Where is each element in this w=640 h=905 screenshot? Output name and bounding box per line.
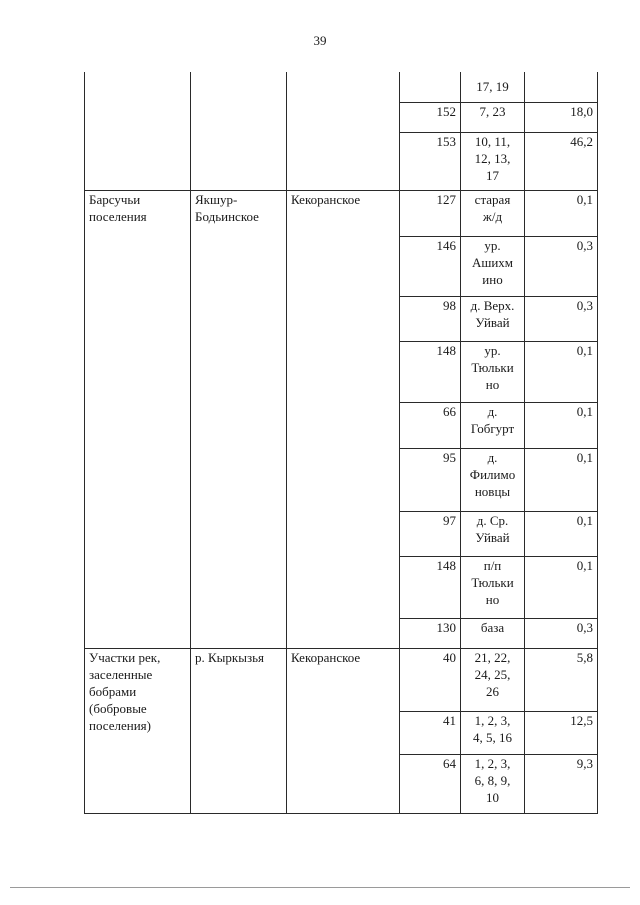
area-cell: 5,8 bbox=[525, 648, 598, 711]
quarter-cell: 98 bbox=[400, 296, 461, 341]
area-cell: 9,3 bbox=[525, 754, 598, 813]
sections-cell: д. Ср. Уйвай bbox=[461, 511, 525, 556]
area-cell: 12,5 bbox=[525, 711, 598, 754]
sections-cell: 17, 19 bbox=[461, 72, 525, 102]
quarter-cell: 153 bbox=[400, 132, 461, 190]
area-cell: 0,3 bbox=[525, 618, 598, 648]
area-cell: 0,1 bbox=[525, 511, 598, 556]
quarter-cell: 95 bbox=[400, 448, 461, 511]
area-cell: 0,3 bbox=[525, 236, 598, 296]
area-cell: 0,1 bbox=[525, 556, 598, 618]
sections-cell: 7, 23 bbox=[461, 102, 525, 132]
sections-cell: 10, 11, 12, 13, 17 bbox=[461, 132, 525, 190]
page-number: 39 bbox=[313, 33, 327, 48]
sections-cell: база bbox=[461, 618, 525, 648]
quarter-cell: 64 bbox=[400, 754, 461, 813]
quarter-cell: 152 bbox=[400, 102, 461, 132]
category-cell bbox=[85, 72, 191, 190]
table-row bbox=[85, 72, 598, 102]
sections-cell: 1, 2, 3, 6, 8, 9, 10 bbox=[461, 754, 525, 813]
quarter-cell: 41 bbox=[400, 711, 461, 754]
sections-cell: ур. Тюльки но bbox=[461, 341, 525, 402]
table-row bbox=[85, 190, 598, 236]
district-cell bbox=[191, 72, 287, 190]
sections-cell: д. Филимо новцы bbox=[461, 448, 525, 511]
sections-cell: ур. Ашихм ино bbox=[461, 236, 525, 296]
quarter-cell: 130 bbox=[400, 618, 461, 648]
sections-cell: 1, 2, 3, 4, 5, 16 bbox=[461, 711, 525, 754]
sections-cell: старая ж/д bbox=[461, 190, 525, 236]
category-cell: Участки рек, заселенные бобрами (бобровые поселения) bbox=[85, 648, 191, 813]
quarter-cell: 97 bbox=[400, 511, 461, 556]
area-cell: 18,0 bbox=[525, 102, 598, 132]
table-row bbox=[85, 648, 598, 711]
category-cell: Барсучьи поселения bbox=[85, 190, 191, 648]
page-bottom-rule bbox=[10, 887, 630, 888]
quarter-cell: 40 bbox=[400, 648, 461, 711]
sections-cell: д. Гобгурт bbox=[461, 402, 525, 448]
area-cell: 0,1 bbox=[525, 448, 598, 511]
forestry-cell: Кекоранское bbox=[287, 190, 400, 648]
quarter-cell: 146 bbox=[400, 236, 461, 296]
sections-cell: д. Верх. Уйвай bbox=[461, 296, 525, 341]
area-cell: 46,2 bbox=[525, 132, 598, 190]
quarter-cell: 127 bbox=[400, 190, 461, 236]
sections-cell: п/п Тюльки но bbox=[461, 556, 525, 618]
area-cell: 0,1 bbox=[525, 402, 598, 448]
district-cell: Якшур- Бодьинское bbox=[191, 190, 287, 648]
sections-cell: 21, 22, 24, 25, 26 bbox=[461, 648, 525, 711]
area-cell: 0,1 bbox=[525, 190, 598, 236]
quarter-cell: 148 bbox=[400, 556, 461, 618]
forestry-cell: Кекоранское bbox=[287, 648, 400, 813]
quarter-cell: 148 bbox=[400, 341, 461, 402]
habitat-table bbox=[84, 72, 598, 814]
quarter-cell: 66 bbox=[400, 402, 461, 448]
area-cell: 0,1 bbox=[525, 341, 598, 402]
area-cell: 0,3 bbox=[525, 296, 598, 341]
quarter-cell bbox=[400, 72, 461, 102]
forestry-cell bbox=[287, 72, 400, 190]
district-cell: р. Кыркызья bbox=[191, 648, 287, 813]
area-cell bbox=[525, 72, 598, 102]
